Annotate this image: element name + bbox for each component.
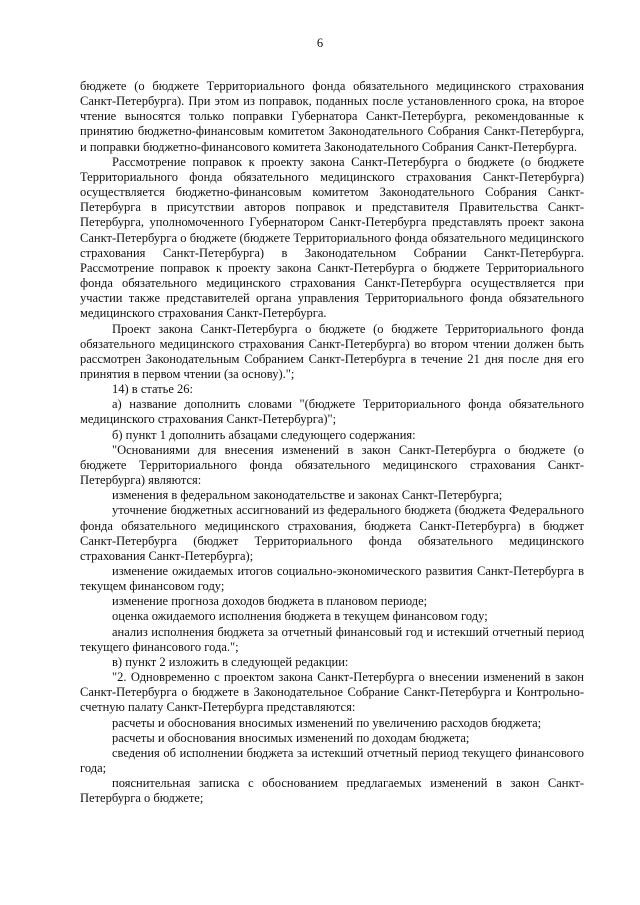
paragraph: Проект закона Санкт-Петербурга о бюджете (о бюджете Территориального фонда обязательного медицинского страхования Санкт-Петербурга) во втором чтении должен быть рассмотрен Законодательным Собранием Санкт-Петербурга в течение 21 дня после дня его принятия в первом чтении (за основу)."; [80,321,584,381]
paragraph: оценка ожидаемого исполнения бюджета в текущем финансовом году; [112,609,488,624]
paragraph: а) название дополнить словами "(бюджете Территориального фонда обязательного медицинского страхования Санкт-Петербурга)"; [80,397,584,427]
paragraph: изменение ожидаемых итогов социально-экономического развития Санкт-Петербурга в текущем финансовом году; [80,564,584,594]
paragraph: анализ исполнения бюджета за отчетный финансовый год и истекший отчетный период текущего финансового года."; [80,624,584,654]
paragraph: расчеты и обоснования вносимых изменений по доходам бюджета; [112,730,470,745]
page-number: 6 [316,36,324,50]
paragraph: "2. Одновременно с проектом закона Санкт-Петербурга о внесении изменений в закон Санкт-Петербурга о бюджете в Законодательное Собрание Санкт-Петербурга и Контрольно-счетную палату Санкт-Петербурга представляются: [80,670,584,715]
paragraph: бюджете (о бюджете Территориального фонда обязательного медицинского страхования Санкт-Петербурга). При этом из поправок, поданных после установленного срока, на второе чтение выносятся только поправки Губернатора Санкт-Петербурга, рекомендованные к принятию бюджетно-финансовым комитетом Законодательного Собрания Санкт-Петербурга, и поправки бюджетно-финансового комитета Законодательного Собрания Санкт-Петербурга. [80,79,584,154]
document-body [80,79,584,807]
paragraph: 14) в статье 26: [112,382,194,397]
paragraph: пояснительная записка с обоснованием предлагаемых изменений в закон Санкт-Петербурга о бюджете; [80,776,584,806]
paragraph: изменения в федеральном законодательстве и законах Санкт-Петербурга; [112,488,503,503]
paragraph: Рассмотрение поправок к проекту закона Санкт-Петербурга о бюджете (о бюджете Территориального фонда обязательного медицинского страхования Санкт-Петербурга) осуществляется бюджетно-финансовым комитетом Законодательного Собрания Санкт-Петербурга в присутствии авторов поправок и представителя Правительства Санкт-Петербурга, уполномоченного Губернатором Санкт-Петербурга представлять проект закона Санкт-Петербурга о бюджете (бюджете Территориального фонда обязательного медицинского страхования Санкт-Петербурга) в Законодательном Собрании Санкт-Петербурга. Рассмотрение поправок к проекту закона Санкт-Петербурга о бюджете Территориального фонда обязательного медицинского страхования Санкт-Петербурга осуществляется при участии также представителей органа управления Территориального фонда обязательного медицинского страхования Санкт-Петербурга. [80,154,584,321]
paragraph: б) пункт 1 дополнить абзацами следующего содержания: [112,427,416,442]
paragraph: расчеты и обоснования вносимых изменений по увеличению расходов бюджета; [112,715,542,730]
paragraph: в) пункт 2 изложить в следующей редакции: [112,654,349,669]
paragraph: уточнение бюджетных ассигнований из федерального бюджета (бюджета Федерального фонда обязательного медицинского страхования, бюджета Санкт-Петербурга) в бюджет Санкт-Петербурга (бюджет Территориального фонда обязательного медицинского страхования Санкт-Петербурга); [80,503,584,563]
paragraph: изменение прогноза доходов бюджета в плановом периоде; [112,594,428,609]
paragraph: сведения об исполнении бюджета за истекший отчетный период текущего финансового года; [80,745,584,776]
paragraph: "Основаниями для внесения изменений в закон Санкт-Петербурга о бюджете (о бюджете Территориального фонда обязательного медицинского страхования Санкт-Петербурга) являются: [80,442,584,488]
